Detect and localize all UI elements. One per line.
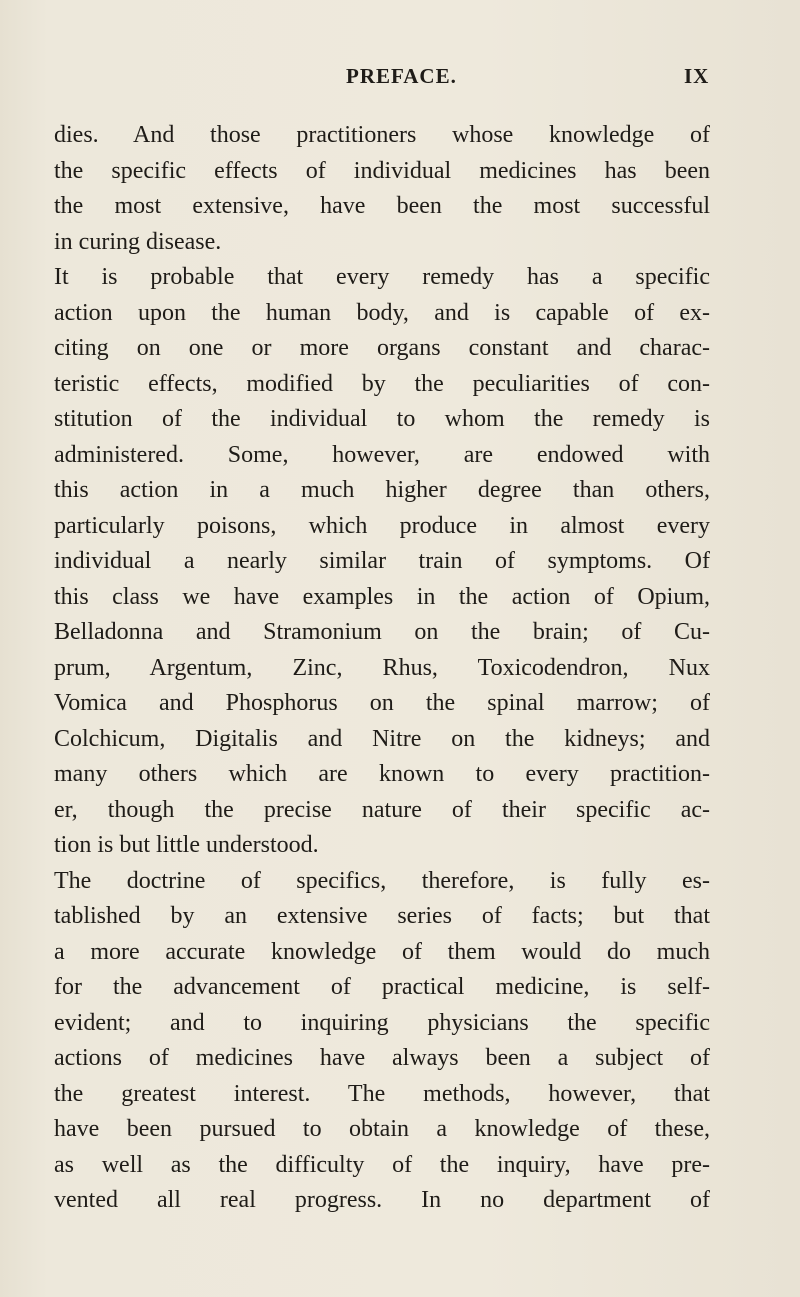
- running-title: PREFACE.: [346, 64, 457, 88]
- text-line: the most extensive, have been the most successful: [54, 193, 710, 219]
- text-line: in curing disease.: [54, 228, 222, 255]
- text-line: vented all real progress. In no department of: [54, 1187, 710, 1213]
- text-line: this class we have examples in the action of Opium,: [54, 583, 710, 610]
- text-line: tablished by an extensive series of facts; but that: [54, 903, 710, 929]
- text-line: the greatest interest. The methods, however, that: [54, 1080, 710, 1107]
- text-line: a more accurate knowledge of them would do much: [54, 938, 710, 965]
- text-line: teristic effects, modified by the peculiarities of con-: [54, 370, 710, 397]
- text-line: It is probable that every remedy has a specific: [54, 264, 710, 290]
- running-head: [0, 64, 800, 94]
- text-line: dies. And those practitioners whose knowledge of: [54, 122, 710, 148]
- text-line: actions of medicines have always been a subject of: [54, 1045, 710, 1071]
- text-line: The doctrine of specifics, therefore, is fully es-: [54, 867, 710, 894]
- text-line: the specific effects of individual medicines has been: [54, 157, 710, 184]
- body-text: [54, 118, 710, 1219]
- text-line: particularly poisons, which produce in almost every: [54, 512, 710, 539]
- text-line: Vomica and Phosphorus on the spinal marrow; of: [54, 690, 710, 716]
- text-line: for the advancement of practical medicine, is self-: [54, 974, 710, 1000]
- text-line: have been pursued to obtain a knowledge of these,: [54, 1116, 710, 1142]
- text-line: tion is but little understood.: [54, 832, 319, 858]
- text-line: er, though the precise nature of their specific ac-: [54, 796, 710, 823]
- text-line: evident; and to inquiring physicians the specific: [54, 1009, 710, 1036]
- text-line: prum, Argentum, Zinc, Rhus, Toxicodendron, Nux: [54, 654, 710, 681]
- text-line: as well as the difficulty of the inquiry, have pre-: [54, 1151, 710, 1178]
- text-line: Belladonna and Stramonium on the brain; of Cu-: [54, 619, 710, 645]
- text-line: many others which are known to every practition-: [54, 761, 710, 787]
- text-line: action upon the human body, and is capable of ex-: [54, 299, 710, 326]
- text-line: stitution of the individual to whom the remedy is: [54, 406, 710, 432]
- text-line: Colchicum, Digitalis and Nitre on the kidneys; and: [54, 725, 710, 752]
- text-line: individual a nearly similar train of symptoms. Of: [54, 548, 710, 574]
- text-line: administered. Some, however, are endowed with: [54, 441, 710, 468]
- text-line: citing on one or more organs constant and charac-: [54, 335, 710, 361]
- page-number: IX: [684, 64, 710, 88]
- text-line: this action in a much higher degree than others,: [54, 477, 710, 503]
